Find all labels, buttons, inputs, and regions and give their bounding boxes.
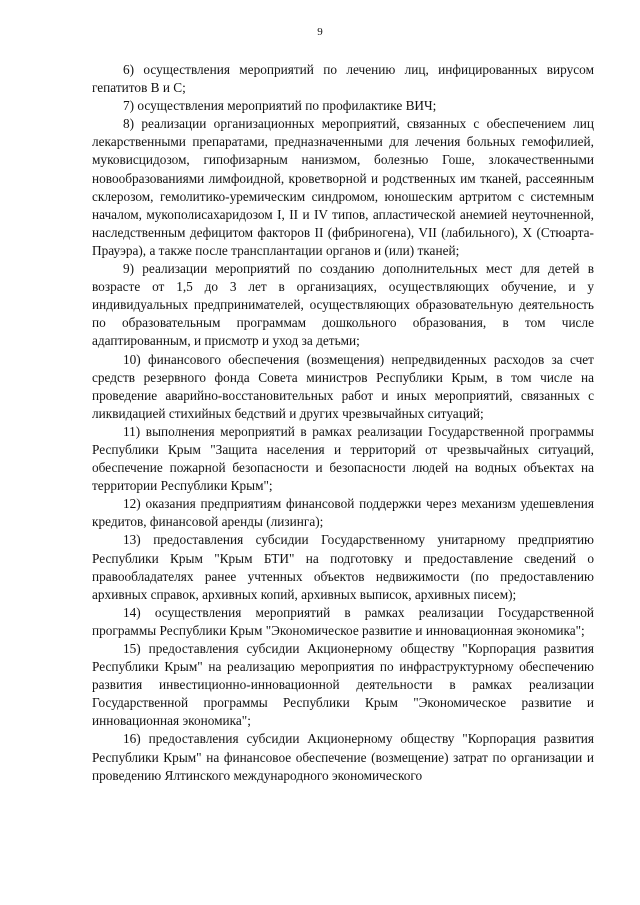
list-item: 7) осуществления мероприятий по профилактике ВИЧ;: [123, 98, 437, 114]
list-item: 6) осуществления мероприятий по лечению лиц, инфицированных вирусом гепатитов В и С;: [92, 62, 594, 96]
page-number: 9: [317, 26, 323, 38]
document-body: [92, 61, 594, 785]
list-item: 13) предоставления субсидии Государственному унитарному предприятию Республики Крым "Крым БТИ" на подготовку и предоставление сведений о правообладателях ранее учтенных объектов недвижимости (по предоставлению архивных справок, архивных копий, архивных выписок, архивных писем);: [92, 532, 594, 602]
list-item: 14) осуществления мероприятий в рамках реализации Государственной программы Республики Крым "Экономическое развитие и инновационная экономика";: [92, 604, 594, 638]
list-item: 11) выполнения мероприятий в рамках реализации Государственной программы Республики Крым "Защита населения и территорий от чрезвычайных ситуаций, обеспечение пожарной безопасности и безопасности людей на водных объектах на территории Республики Крым";: [92, 423, 594, 494]
list-item: 15) предоставления субсидии Акционерному обществу "Корпорация развития Республики Крым" на реализацию мероприятия по инфраструктурному обеспечению развития инвестиционно-инновационной деятельности в рамках реализации Государственной программы Республики Крым "Экономическое развитие и инновационная экономика";: [92, 641, 594, 729]
list-item: 12) оказания предприятиям финансовой поддержки через механизм удешевления кредитов, финансовой аренды (лизинга);: [92, 496, 594, 530]
list-item: 9) реализации мероприятий по созданию дополнительных мест для детей в возрасте от 1,5 до 3 лет в организациях, осуществляющих обучение, и у индивидуальных предпринимателей, осуществляющих образовательную деятельность по образовательным программам дошкольного образования, в том числе адаптированным, и присмотр и уход за детьми;: [92, 261, 594, 349]
list-item: 10) финансового обеспечения (возмещения) непредвиденных расходов за счет средств резервного фонда Совета министров Республики Крым, в том числе на проведение аварийно-восстановительных работ и иных мероприятий, связанных с ликвидацией стихийных бедствий и других чрезвычайных ситуаций;: [92, 351, 594, 421]
list-item: 16) предоставления субсидии Акционерному обществу "Корпорация развития Республики Крым" на финансовое обеспечение (возмещение) затрат по организации и проведению Ялтинского международного экономического: [92, 731, 594, 783]
list-item: 8) реализации организационных мероприятий, связанных с обеспечением лиц лекарственными препаратами, предназначенными для лечения больных гемофилией, муковисцидозом, гипофизарным нанизмом, болезнью Гоше, злокачественными новообразованиями лимфоидной, кроветворной и родственных им тканей, рассеянным склерозом, гемолитико-уремическим синдромом, юношеским артритом с системным началом, мукополисахаридозом I, II и IV типов, апластической анемией неуточненной, наследственным дефицитом факторов II (фибриногена), VII (лабильного), X (Стюарта-Прауэра), а также после трансплантации органов и (или) тканей;: [92, 116, 594, 258]
